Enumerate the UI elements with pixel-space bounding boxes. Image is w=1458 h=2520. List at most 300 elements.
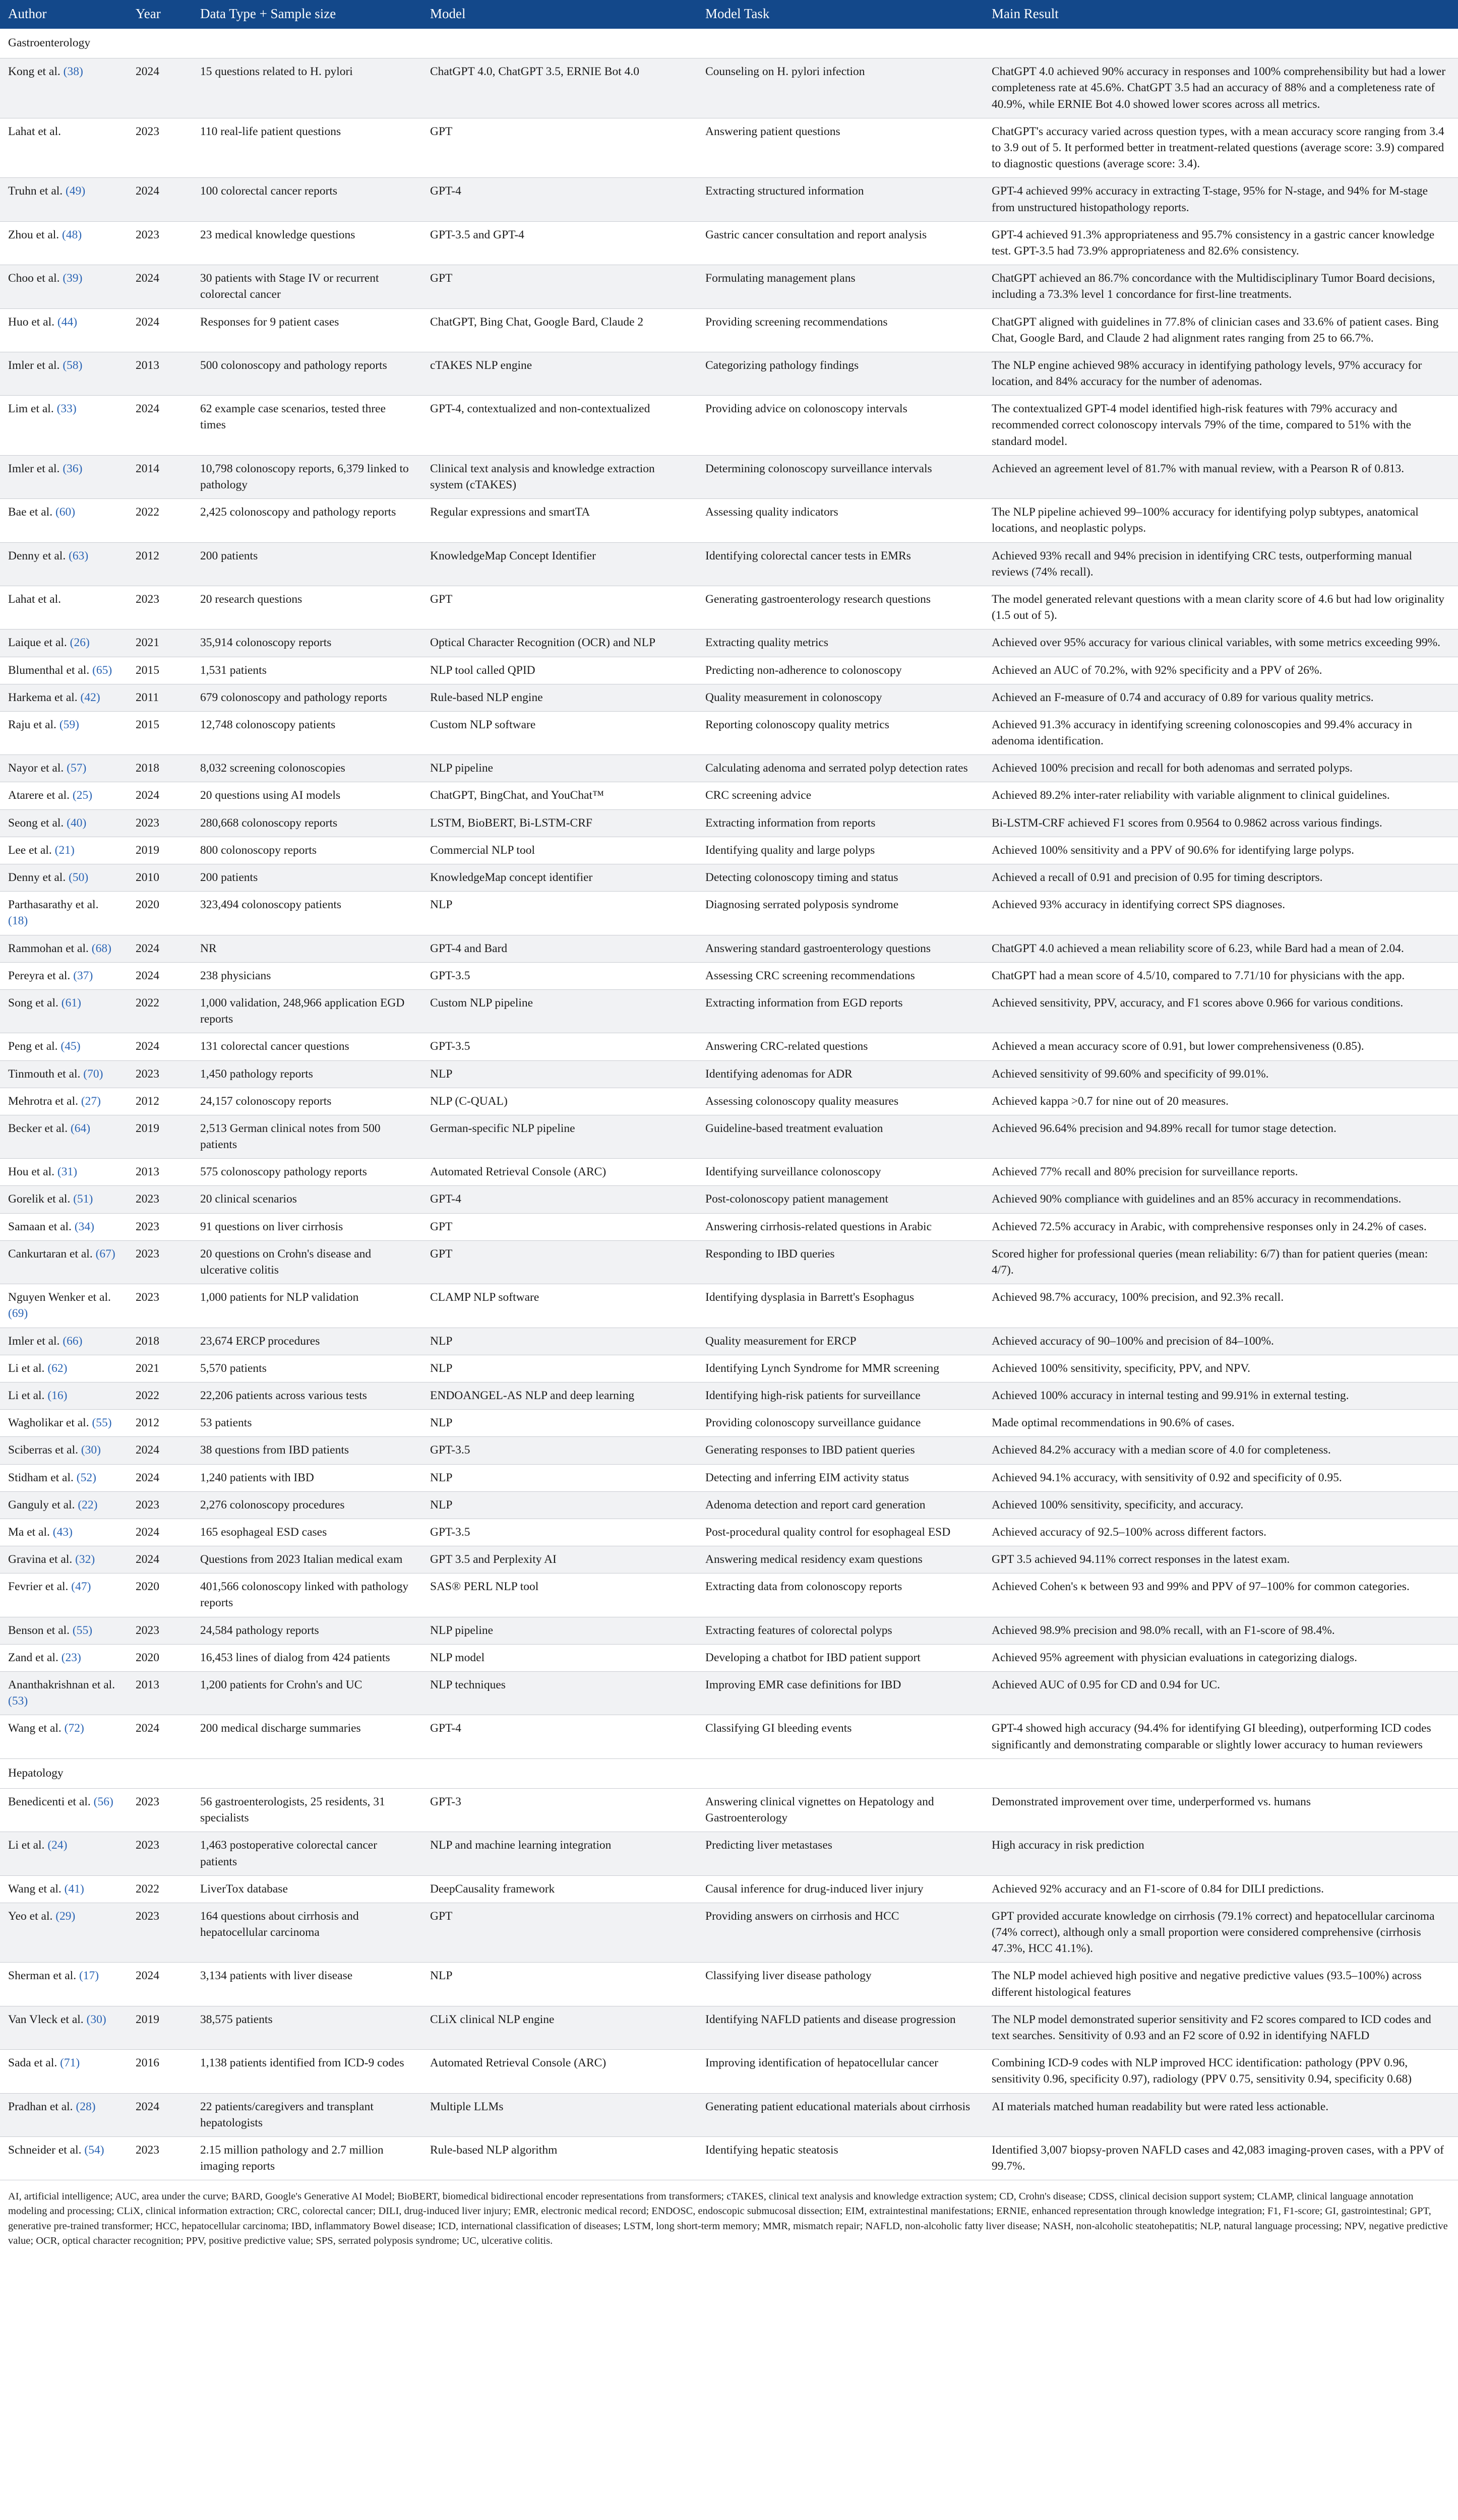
cell-main-result: Bi-LSTM-CRF achieved F1 scores from 0.9564 to 0.9862 across various findings. xyxy=(984,809,1458,837)
author-name: Blumenthal et al. xyxy=(8,663,90,677)
cell-model: Multiple LLMs xyxy=(422,2093,697,2136)
reference-link[interactable]: (52) xyxy=(76,1471,96,1484)
cell-author xyxy=(0,2006,128,2049)
cell-data-type: 2,276 colonoscopy procedures xyxy=(192,1491,422,1519)
table-row xyxy=(0,1903,1458,1963)
author-name: Truhn et al. xyxy=(8,184,63,198)
author-name: Wagholikar et al. xyxy=(8,1416,89,1430)
table-row xyxy=(0,1410,1458,1437)
cell-main-result: Achieved 100% sensitivity, specificity, PPV, and NPV. xyxy=(984,1355,1458,1382)
cell-data-type: 500 colonoscopy and pathology reports xyxy=(192,352,422,395)
reference-link[interactable]: (53) xyxy=(8,1694,28,1708)
author-name: Tinmouth et al. xyxy=(8,1067,81,1081)
reference-link[interactable]: (62) xyxy=(47,1361,68,1375)
cell-main-result: Achieved 96.64% precision and 94.89% recall for tumor stage detection. xyxy=(984,1115,1458,1158)
cell-model-task: Gastric cancer consultation and report analysis xyxy=(697,221,984,265)
cell-model: GPT-4, contextualized and non-contextualized xyxy=(422,396,697,456)
cell-year: 2013 xyxy=(128,1672,192,1715)
cell-main-result: High accuracy in risk prediction xyxy=(984,1832,1458,1875)
cell-data-type: 401,566 colonoscopy linked with pathology reports xyxy=(192,1573,422,1617)
cell-author xyxy=(0,1491,128,1519)
cell-year: 2024 xyxy=(128,178,192,221)
cell-data-type: 2.15 million pathology and 2.7 million imaging reports xyxy=(192,2136,422,2180)
cell-model: GPT xyxy=(422,586,697,629)
cell-model: Commercial NLP tool xyxy=(422,837,697,864)
cell-model: Automated Retrieval Console (ARC) xyxy=(422,2050,697,2093)
author-name: Fevrier et al. xyxy=(8,1580,69,1594)
author-name: Samaan et al. xyxy=(8,1220,72,1233)
cell-main-result: Achieved 89.2% inter-rater reliability with variable alignment to clinical guidelines. xyxy=(984,782,1458,809)
reference-link[interactable]: (69) xyxy=(8,1307,28,1320)
reference-link[interactable]: (38) xyxy=(63,65,83,79)
cell-main-result: ChatGPT aligned with guidelines in 77.8% of clinician cases and 33.6% of patient cases. Bing Chat, Google Bard, and Claude 2 had alignment rates ranging from 25 to 66.7%. xyxy=(984,308,1458,352)
author-name: Benedicenti et al. xyxy=(8,1795,91,1808)
reference-link[interactable]: (67) xyxy=(95,1247,115,1261)
cell-year: 2022 xyxy=(128,1875,192,1903)
cell-year: 2024 xyxy=(128,2093,192,2136)
reference-link[interactable]: (45) xyxy=(60,1040,81,1053)
cell-model-task: Improving identification of hepatocellular cancer xyxy=(697,2050,984,2093)
cell-model: NLP xyxy=(422,1963,697,2006)
reference-link[interactable]: (60) xyxy=(55,506,76,519)
cell-author xyxy=(0,1382,128,1409)
cell-author xyxy=(0,2093,128,2136)
reference-link[interactable]: (30) xyxy=(86,2012,106,2026)
table-row xyxy=(0,118,1458,178)
cell-author xyxy=(0,989,128,1033)
cell-data-type: 200 medical discharge summaries xyxy=(192,1715,422,1758)
reference-link[interactable]: (32) xyxy=(75,1553,95,1566)
cell-model-task: Improving EMR case definitions for IBD xyxy=(697,1672,984,1715)
cell-author xyxy=(0,58,128,118)
cell-data-type: 23,674 ERCP procedures xyxy=(192,1328,422,1355)
reference-link[interactable]: (27) xyxy=(81,1094,101,1108)
cell-model: NLP tool called QPID xyxy=(422,657,697,684)
table-row xyxy=(0,308,1458,352)
reference-link[interactable]: (61) xyxy=(61,996,81,1010)
author-name: Ganguly et al. xyxy=(8,1498,75,1511)
cell-author xyxy=(0,1573,128,1617)
cell-model-task: Categorizing pathology findings xyxy=(697,352,984,395)
reference-link[interactable]: (29) xyxy=(55,1909,76,1923)
cell-author xyxy=(0,1186,128,1213)
section-title: Hepatology xyxy=(0,1758,1458,1788)
cell-model-task: Assessing colonoscopy quality measures xyxy=(697,1088,984,1115)
reference-link[interactable]: (18) xyxy=(8,914,28,928)
table-row xyxy=(0,1186,1458,1213)
table-row xyxy=(0,629,1458,657)
table-row xyxy=(0,1213,1458,1240)
reference-link[interactable]: (33) xyxy=(56,402,77,416)
cell-year: 2018 xyxy=(128,755,192,782)
cell-author xyxy=(0,1672,128,1715)
cell-year: 2024 xyxy=(128,1033,192,1060)
cell-main-result: ChatGPT 4.0 achieved 90% accuracy in responses and 100% comprehensibility but had a lower completeness rate at 45.6%. ChatGPT 3.5 had an accuracy of 88% and a completeness rate of 40.9%, while ERNIE Bot 4.0 showed lower scores across all metrics. xyxy=(984,58,1458,118)
cell-model-task: Extracting quality metrics xyxy=(697,629,984,657)
reference-link[interactable]: (58) xyxy=(63,358,83,372)
author-name: Lee et al. xyxy=(8,843,52,857)
reference-link[interactable]: (68) xyxy=(91,941,111,955)
table-row xyxy=(0,1963,1458,2006)
author-name: Kong et al. xyxy=(8,65,60,79)
cell-main-result: GPT-4 showed high accuracy (94.4% for identifying GI bleeding), outperforming ICD codes significantly and demonstrating comparable or slightly lower accuracy to human reviewers xyxy=(984,1715,1458,1758)
author-name: Lahat et al. xyxy=(8,124,62,138)
reference-link[interactable]: (25) xyxy=(72,789,93,802)
table-row xyxy=(0,1519,1458,1546)
reference-link[interactable]: (40) xyxy=(67,816,87,830)
cell-model-task: CRC screening advice xyxy=(697,782,984,809)
author-name: Lim et al. xyxy=(8,402,54,416)
cell-year: 2019 xyxy=(128,837,192,864)
cell-model: Rule-based NLP engine xyxy=(422,684,697,711)
cell-data-type: 20 clinical scenarios xyxy=(192,1186,422,1213)
cell-author xyxy=(0,1240,128,1284)
reference-link[interactable]: (43) xyxy=(52,1525,73,1539)
cell-data-type: Questions from 2023 Italian medical exam xyxy=(192,1546,422,1573)
cell-main-result: Identified 3,007 biopsy-proven NAFLD cases and 42,083 imaging-proven cases, with a PPV of 99.7%. xyxy=(984,2136,1458,2180)
author-name: Gravina et al. xyxy=(8,1553,73,1566)
reference-link[interactable]: (59) xyxy=(59,718,79,731)
table-row xyxy=(0,1644,1458,1671)
cell-year: 2023 xyxy=(128,1832,192,1875)
reference-link[interactable]: (31) xyxy=(57,1165,78,1179)
section-row xyxy=(0,29,1458,58)
author-name: Lahat et al. xyxy=(8,592,62,606)
cell-model: Clinical text analysis and knowledge extraction system (cTAKES) xyxy=(422,455,697,498)
cell-model-task: Generating patient educational materials about cirrhosis xyxy=(697,2093,984,2136)
cell-model-task: Providing screening recommendations xyxy=(697,308,984,352)
cell-author xyxy=(0,1644,128,1671)
cell-author xyxy=(0,657,128,684)
reference-link[interactable]: (37) xyxy=(73,969,93,982)
table-row xyxy=(0,221,1458,265)
reference-link[interactable]: (17) xyxy=(79,1969,99,1983)
cell-model-task: Quality measurement for ERCP xyxy=(697,1328,984,1355)
cell-author xyxy=(0,1832,128,1875)
reference-link[interactable]: (50) xyxy=(69,871,89,885)
table-row xyxy=(0,755,1458,782)
table-row xyxy=(0,1715,1458,1758)
cell-year: 2012 xyxy=(128,1088,192,1115)
cell-year: 2024 xyxy=(128,935,192,962)
author-name: Imler et al. xyxy=(8,1334,60,1348)
cell-year: 2023 xyxy=(128,809,192,837)
cell-year: 2020 xyxy=(128,1573,192,1617)
cell-model-task: Assessing quality indicators xyxy=(697,499,984,542)
cell-year: 2024 xyxy=(128,396,192,456)
cell-main-result: Achieved 100% precision and recall for both adenomas and serrated polyps. xyxy=(984,755,1458,782)
table-row xyxy=(0,837,1458,864)
cell-model-task: Extracting structured information xyxy=(697,178,984,221)
cell-model: GPT 3.5 and Perplexity AI xyxy=(422,1546,697,1573)
author-name: Mehrotra et al. xyxy=(8,1094,78,1108)
cell-data-type: 1,138 patients identified from ICD-9 codes xyxy=(192,2050,422,2093)
cell-data-type: 1,200 patients for Crohn's and UC xyxy=(192,1672,422,1715)
cell-model-task: Identifying dysplasia in Barrett's Esophagus xyxy=(697,1284,984,1328)
cell-data-type: 200 patients xyxy=(192,542,422,586)
reference-link[interactable]: (22) xyxy=(78,1498,98,1511)
cell-model: ENDOANGEL-AS NLP and deep learning xyxy=(422,1382,697,1409)
author-name: Wang et al. xyxy=(8,1722,62,1735)
reference-link[interactable]: (30) xyxy=(81,1443,101,1457)
reference-link[interactable]: (48) xyxy=(62,228,82,241)
cell-main-result: Achieved an agreement level of 81.7% with manual review, with a Pearson R of 0.813. xyxy=(984,455,1458,498)
cell-model-task: Identifying colorectal cancer tests in EMRs xyxy=(697,542,984,586)
cell-model: NLP xyxy=(422,1464,697,1491)
table-row xyxy=(0,1355,1458,1382)
cell-model: GPT-3.5 xyxy=(422,1033,697,1060)
cell-year: 2024 xyxy=(128,58,192,118)
cell-model: CLiX clinical NLP engine xyxy=(422,2006,697,2049)
cell-model-task: Answering CRC-related questions xyxy=(697,1033,984,1060)
cell-model-task: Answering cirrhosis-related questions in Arabic xyxy=(697,1213,984,1240)
cell-main-result: Achieved 90% compliance with guidelines and an 85% accuracy in recommendations. xyxy=(984,1186,1458,1213)
col-header-model: Model xyxy=(422,0,697,29)
table-row xyxy=(0,352,1458,395)
cell-model-task: Providing colonoscopy surveillance guidance xyxy=(697,1410,984,1437)
table-row xyxy=(0,1240,1458,1284)
reference-link[interactable]: (54) xyxy=(84,2143,104,2157)
cell-data-type: 91 questions on liver cirrhosis xyxy=(192,1213,422,1240)
cell-model: German-specific NLP pipeline xyxy=(422,1115,697,1158)
table-row xyxy=(0,1672,1458,1715)
cell-model: NLP model xyxy=(422,1644,697,1671)
reference-link[interactable]: (24) xyxy=(47,1839,68,1852)
cell-data-type: 20 questions on Crohn's disease and ulcerative colitis xyxy=(192,1240,422,1284)
reference-link[interactable]: (64) xyxy=(70,1121,91,1135)
reference-link[interactable]: (28) xyxy=(76,2100,96,2113)
cell-data-type: 800 colonoscopy reports xyxy=(192,837,422,864)
cell-year: 2013 xyxy=(128,352,192,395)
cell-model: GPT-3.5 xyxy=(422,962,697,989)
table-row xyxy=(0,2093,1458,2136)
cell-year: 2010 xyxy=(128,864,192,892)
cell-author xyxy=(0,1410,128,1437)
cell-author xyxy=(0,629,128,657)
cell-year: 2023 xyxy=(128,1240,192,1284)
author-name: Sciberras et al. xyxy=(8,1443,78,1457)
reference-link[interactable]: (56) xyxy=(93,1795,113,1808)
cell-year: 2023 xyxy=(128,1284,192,1328)
reference-link[interactable]: (55) xyxy=(72,1623,93,1637)
cell-model: ChatGPT, BingChat, and YouChat™ xyxy=(422,782,697,809)
cell-data-type: 23 medical knowledge questions xyxy=(192,221,422,265)
cell-author xyxy=(0,1115,128,1158)
cell-year: 2024 xyxy=(128,265,192,308)
author-name: Zand et al. xyxy=(8,1651,58,1664)
cell-author xyxy=(0,782,128,809)
reference-link[interactable]: (51) xyxy=(73,1192,93,1206)
reference-link[interactable]: (66) xyxy=(63,1334,83,1348)
cell-model-task: Identifying hepatic steatosis xyxy=(697,2136,984,2180)
cell-model-task: Developing a chatbot for IBD patient support xyxy=(697,1644,984,1671)
cell-year: 2012 xyxy=(128,542,192,586)
cell-year: 2021 xyxy=(128,1355,192,1382)
cell-model: Rule-based NLP algorithm xyxy=(422,2136,697,2180)
cell-data-type: 2,425 colonoscopy and pathology reports xyxy=(192,499,422,542)
reference-link[interactable]: (63) xyxy=(69,549,89,562)
reference-link[interactable]: (36) xyxy=(63,462,83,475)
cell-data-type: 110 real-life patient questions xyxy=(192,118,422,178)
table-row xyxy=(0,1546,1458,1573)
cell-main-result: ChatGPT had a mean score of 4.5/10, compared to 7.71/10 for physicians with the app. xyxy=(984,962,1458,989)
reference-link[interactable]: (47) xyxy=(71,1580,91,1594)
cell-author xyxy=(0,396,128,456)
cell-main-result: ChatGPT's accuracy varied across question types, with a mean accuracy score ranging from 3.4 to 3.9 out of 5. It performed better in treatment-related questions (average score: 3.9) compared to diagnostic questions (average score: 3.4). xyxy=(984,118,1458,178)
cell-author xyxy=(0,711,128,754)
reference-link[interactable]: (39) xyxy=(63,272,83,285)
table-row xyxy=(0,782,1458,809)
cell-data-type: 15 questions related to H. pylori xyxy=(192,58,422,118)
cell-author xyxy=(0,265,128,308)
cell-model: GPT-3.5 and GPT-4 xyxy=(422,221,697,265)
author-name: Raju et al. xyxy=(8,718,56,731)
cell-main-result: Combining ICD-9 codes with NLP improved HCC identification: pathology (PPV 0.96, sensitivity 0.96, specificity 0.97), radiology (PPV 0.75, sensitivity 0.94, specificity 0.68) xyxy=(984,2050,1458,2093)
cell-model: NLP xyxy=(422,892,697,935)
cell-data-type: 165 esophageal ESD cases xyxy=(192,1519,422,1546)
cell-main-result: The NLP model achieved high positive and negative predictive values (93.5–100%) across different histological features xyxy=(984,1963,1458,2006)
cell-model-task: Formulating management plans xyxy=(697,265,984,308)
cell-data-type: 679 colonoscopy and pathology reports xyxy=(192,684,422,711)
cell-year: 2023 xyxy=(128,1903,192,1963)
author-name: Li et al. xyxy=(8,1839,45,1852)
cell-main-result: Achieved 100% sensitivity and a PPV of 90.6% for identifying large polyps. xyxy=(984,837,1458,864)
table-row xyxy=(0,1875,1458,1903)
cell-author xyxy=(0,178,128,221)
cell-model-task: Identifying adenomas for ADR xyxy=(697,1060,984,1088)
table-row xyxy=(0,1832,1458,1875)
author-name: Seong et al. xyxy=(8,816,64,830)
cell-year: 2023 xyxy=(128,1788,192,1832)
table-row xyxy=(0,2006,1458,2049)
cell-author xyxy=(0,1355,128,1382)
cell-main-result: Achieved Cohen's κ between 93 and 99% and PPV of 97–100% for common categories. xyxy=(984,1573,1458,1617)
table-row xyxy=(0,499,1458,542)
cell-year: 2023 xyxy=(128,2136,192,2180)
author-name: Li et al. xyxy=(8,1389,45,1402)
author-name: Van Vleck et al. xyxy=(8,2012,84,2026)
cell-author xyxy=(0,935,128,962)
author-name: Nayor et al. xyxy=(8,762,64,775)
cell-main-result: Achieved 95% agreement with physician evaluations in categorizing dialogs. xyxy=(984,1644,1458,1671)
author-name: Atarere et al. xyxy=(8,789,70,802)
cell-data-type: 1,000 validation, 248,966 application EGD reports xyxy=(192,989,422,1033)
cell-model-task: Quality measurement in colonoscopy xyxy=(697,684,984,711)
reference-link[interactable]: (55) xyxy=(92,1416,112,1430)
reference-link[interactable]: (21) xyxy=(54,843,75,857)
cell-data-type: 3,134 patients with liver disease xyxy=(192,1963,422,2006)
cell-author xyxy=(0,1088,128,1115)
cell-model-task: Assessing CRC screening recommendations xyxy=(697,962,984,989)
cell-main-result: Achieved an AUC of 70.2%, with 92% specificity and a PPV of 26%. xyxy=(984,657,1458,684)
author-name: Becker et al. xyxy=(8,1121,68,1135)
cell-model: NLP techniques xyxy=(422,1672,697,1715)
cell-model: ChatGPT, Bing Chat, Google Bard, Claude 2 xyxy=(422,308,697,352)
cell-model: GPT-4 xyxy=(422,1715,697,1758)
cell-author xyxy=(0,352,128,395)
cell-author xyxy=(0,499,128,542)
cell-model-task: Generating responses to IBD patient queries xyxy=(697,1437,984,1464)
cell-author xyxy=(0,308,128,352)
abbreviations-footnote: AI, artificial intelligence; AUC, area under the curve; BARD, Google's Generative AI Model; BioBERT, biomedical bidirectional encoder representations from transformers; cTAKES, clinical text analysis and knowledge extraction system; CD, Crohn's disease; CDSS, clinical decision support system; CLAMP, clinical language annotation modeling and processing; CLiX, clinical information extraction; CRC, colorectal cancer; DILI, drug-induced liver injury; EMR, electronic medical record; ENDOSC, endoscopic submucosal dissection; EIM, extraintestinal manifestations; ERNIE, enhanced representation through knowledge integration; F1, F1-score; GI, gastrointestinal; GPT, generative pre-trained transformer; HCC, hepatocellular carcinoma; IBD, inflammatory Bowel disease; ICD, international classification of diseases; LSTM, long short-term memory; MMR, mismatch repair; NAFLD, non-alcoholic fatty liver disease; NASH, non-alcoholic steatohepatitis; NLP, natural language processing; NPV, negative predictive value; OCR, optical character recognition; PPV, positive predictive value; SPS, serrated polyposis syndrome; UC, ulcerative colitis. xyxy=(8,2191,1448,2246)
cell-year: 2021 xyxy=(128,629,192,657)
reference-link[interactable]: (41) xyxy=(64,1882,84,1896)
reference-link[interactable]: (65) xyxy=(92,663,112,677)
cell-author xyxy=(0,1159,128,1186)
cell-author xyxy=(0,118,128,178)
table-row xyxy=(0,809,1458,837)
reference-link[interactable]: (44) xyxy=(57,315,78,329)
reference-link[interactable]: (72) xyxy=(64,1722,84,1735)
header-row xyxy=(0,0,1458,29)
cell-data-type: 323,494 colonoscopy patients xyxy=(192,892,422,935)
cell-model: Automated Retrieval Console (ARC) xyxy=(422,1159,697,1186)
reference-link[interactable]: (42) xyxy=(80,690,100,704)
reference-link[interactable]: (70) xyxy=(83,1067,103,1081)
cell-model: NLP pipeline xyxy=(422,1617,697,1644)
reference-link[interactable]: (49) xyxy=(66,184,86,198)
cell-model: GPT-3.5 xyxy=(422,1519,697,1546)
cell-year: 2018 xyxy=(128,1328,192,1355)
table-row xyxy=(0,1788,1458,1832)
cell-main-result: Achieved 92% accuracy and an F1-score of 0.84 for DILI predictions. xyxy=(984,1875,1458,1903)
cell-model-task: Reporting colonoscopy quality metrics xyxy=(697,711,984,754)
cell-year: 2022 xyxy=(128,989,192,1033)
cell-model: GPT xyxy=(422,118,697,178)
cell-year: 2012 xyxy=(128,1410,192,1437)
cell-author xyxy=(0,892,128,935)
cell-main-result: Made optimal recommendations in 90.6% of cases. xyxy=(984,1410,1458,1437)
cell-data-type: 238 physicians xyxy=(192,962,422,989)
table-body xyxy=(0,29,1458,2180)
cell-model-task: Calculating adenoma and serrated polyp detection rates xyxy=(697,755,984,782)
author-name: Bae et al. xyxy=(8,506,53,519)
cell-main-result: Achieved kappa >0.7 for nine out of 20 measures. xyxy=(984,1088,1458,1115)
author-name: Benson et al. xyxy=(8,1623,70,1637)
reference-link[interactable]: (57) xyxy=(67,762,87,775)
cell-model-task: Answering standard gastroenterology questions xyxy=(697,935,984,962)
author-name: Ananthakrishnan et al. xyxy=(8,1678,115,1692)
table-row xyxy=(0,1115,1458,1158)
cell-main-result: Achieved AUC of 0.95 for CD and 0.94 for UC. xyxy=(984,1672,1458,1715)
cell-author xyxy=(0,1213,128,1240)
reference-link[interactable]: (23) xyxy=(61,1651,81,1664)
cell-data-type: 1,463 postoperative colorectal cancer patients xyxy=(192,1832,422,1875)
cell-data-type: 20 questions using AI models xyxy=(192,782,422,809)
reference-link[interactable]: (34) xyxy=(74,1220,94,1233)
cell-model-task: Answering medical residency exam questions xyxy=(697,1546,984,1573)
reference-link[interactable]: (26) xyxy=(70,636,90,650)
cell-author xyxy=(0,809,128,837)
cell-data-type: 20 research questions xyxy=(192,586,422,629)
cell-data-type: 1,531 patients xyxy=(192,657,422,684)
reference-link[interactable]: (16) xyxy=(47,1389,68,1402)
cell-model-task: Answering clinical vignettes on Hepatology and Gastroenterology xyxy=(697,1788,984,1832)
reference-link[interactable]: (71) xyxy=(60,2056,80,2070)
cell-model: GPT-4 and Bard xyxy=(422,935,697,962)
cell-author xyxy=(0,1464,128,1491)
cell-data-type: 100 colorectal cancer reports xyxy=(192,178,422,221)
table-row xyxy=(0,1284,1458,1328)
cell-main-result: Achieved sensitivity of 99.60% and specificity of 99.01%. xyxy=(984,1060,1458,1088)
cell-model: GPT-3 xyxy=(422,1788,697,1832)
cell-year: 2020 xyxy=(128,892,192,935)
cell-year: 2023 xyxy=(128,118,192,178)
cell-model-task: Adenoma detection and report card generation xyxy=(697,1491,984,1519)
cell-author xyxy=(0,2136,128,2180)
cell-year: 2023 xyxy=(128,1186,192,1213)
cell-year: 2011 xyxy=(128,684,192,711)
